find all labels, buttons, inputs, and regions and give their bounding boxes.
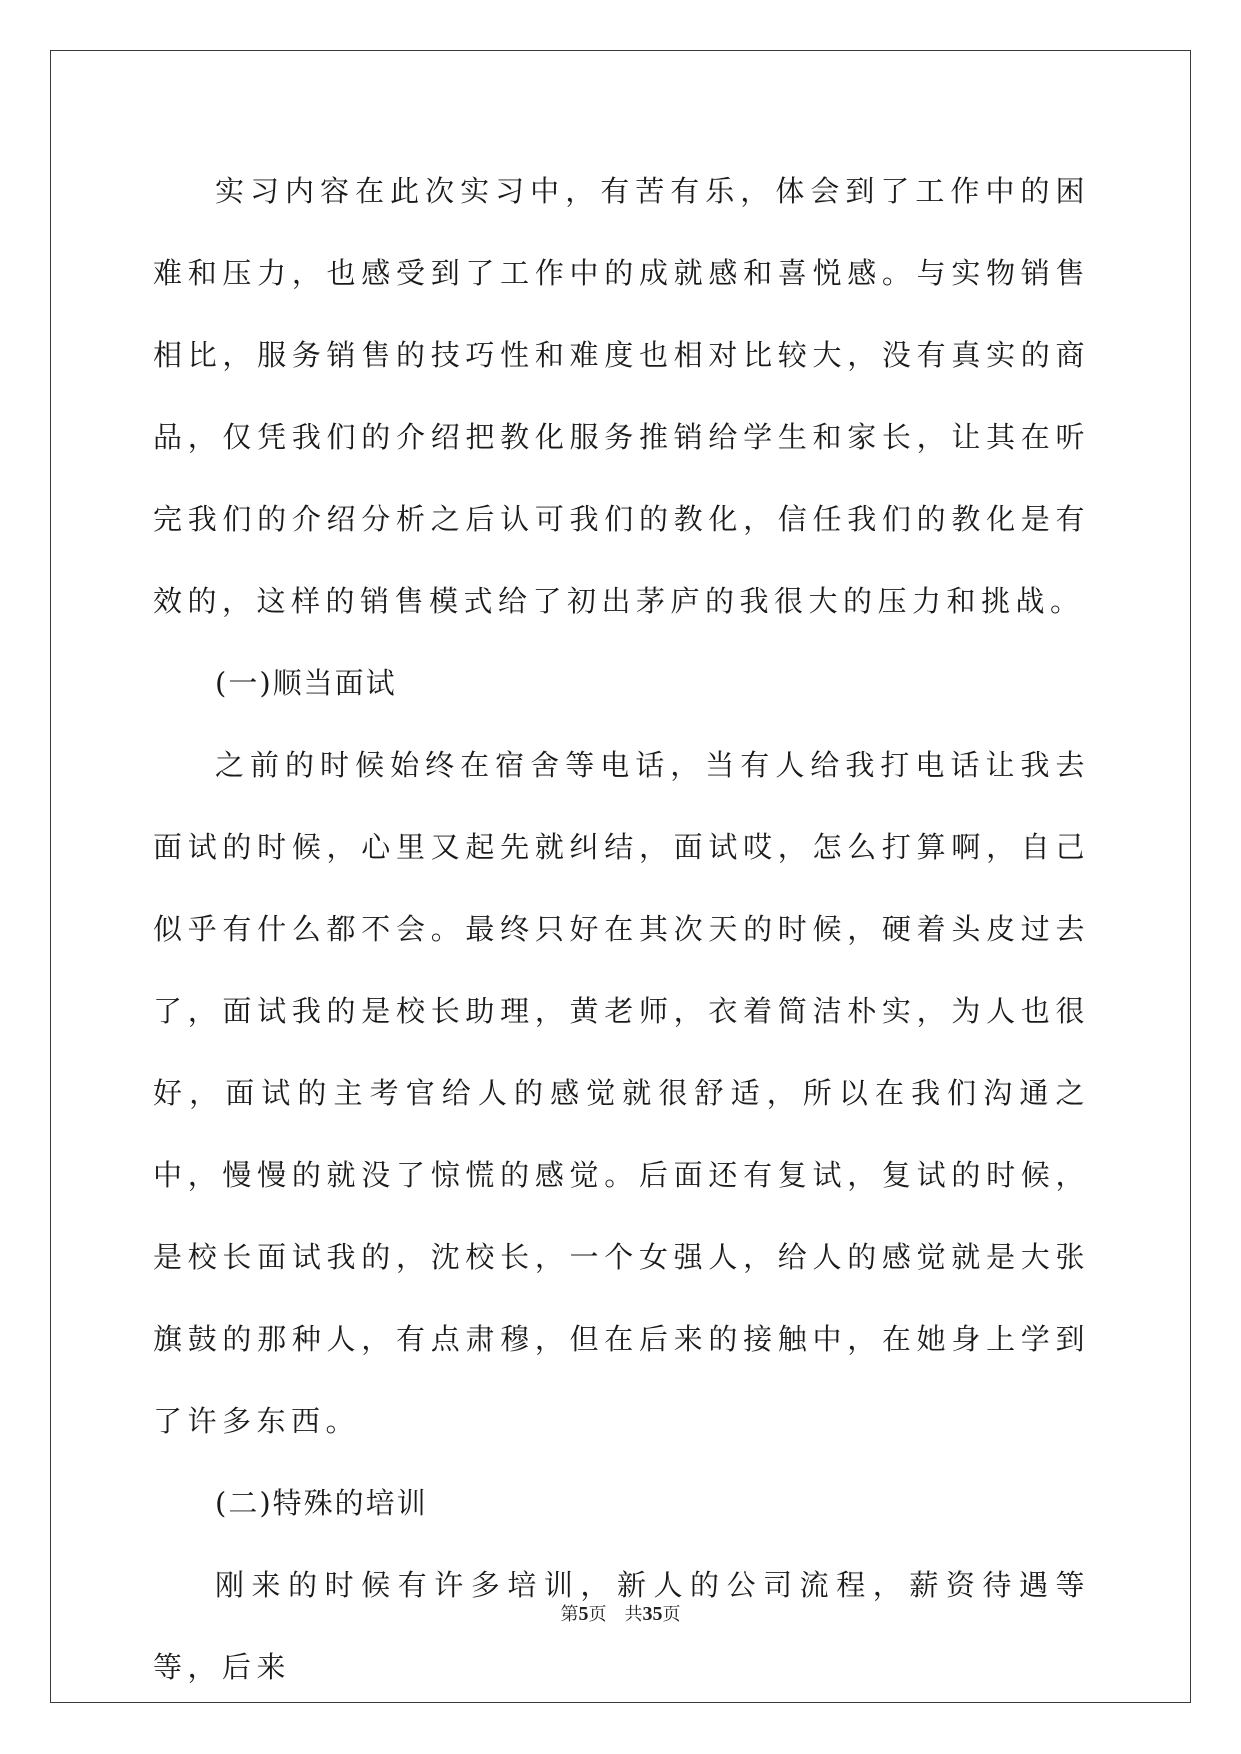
total-page-count: 35 (642, 1603, 663, 1625)
total-suffix: 页 (662, 1604, 681, 1625)
page-suffix: 页 (588, 1604, 607, 1625)
section-heading-training: (二)特殊的培训 (215, 1486, 428, 1520)
total-prefix: 共 (624, 1604, 643, 1625)
paragraph-intro: 实习内容在此次实习中，有苦有乐，体会到了工作中的困难和压力，也感受到了工作中的成就感和喜悦感。与实物销售相比，服务销售的技巧性和难度也相对比较大，没有真实的商品，仅凭我们的介绍把教化服务推销给学生和家长，让其在听完我们的介绍分析之后认可我们的教化，信任我们的教化是有效的，这样的销售模式给了初出茅庐的我很大的压力和挑战。 (153, 174, 1090, 618)
current-page-number: 5 (578, 1603, 589, 1625)
section-heading-interview: (一)顺当面试 (215, 666, 397, 700)
document-body (153, 150, 1090, 1708)
paragraph-training: 刚来的时候有许多培训，新人的公司流程，薪资待遇等等，后来 (153, 1568, 1090, 1684)
page-prefix: 第 (560, 1604, 579, 1625)
page-footer (0, 1600, 1241, 1626)
paragraph-interview: 之前的时候始终在宿舍等电话，当有人给我打电话让我去面试的时候，心里又起先就纠结，面试哎，怎么打算啊，自己似乎有什么都不会。最终只好在其次天的时候，硬着头皮过去了，面试我的是校长助理，黄老师，衣着简洁朴实，为人也很好，面试的主考官给人的感觉就很舒适，所以在我们沟通之中，慢慢的就没了惊慌的感觉。后面还有复试，复试的时候，是校长面试我的，沈校长，一个女强人，给人的感觉就是大张旗鼓的那种人，有点肃穆，但在后来的接触中，在她身上学到了许多东西。 (153, 748, 1090, 1438)
